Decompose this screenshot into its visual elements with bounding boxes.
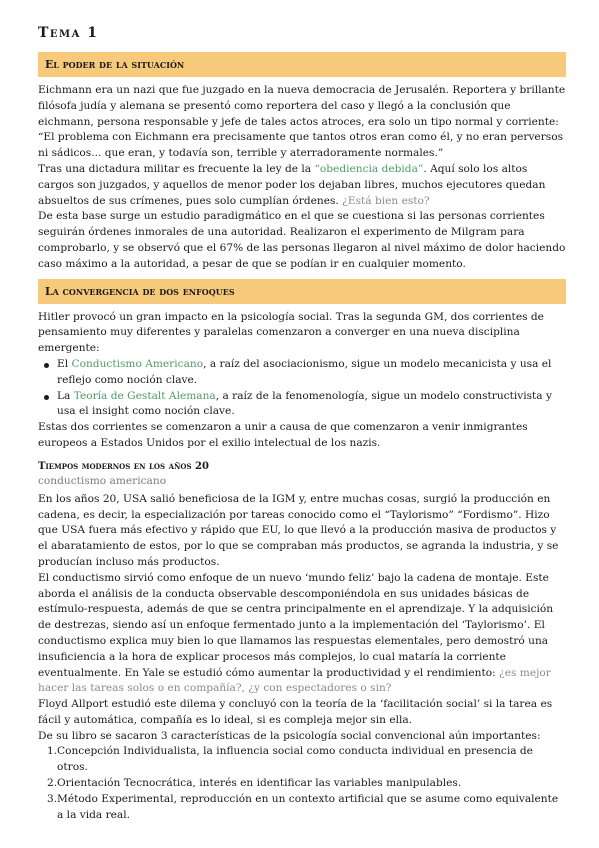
document-page — [38, 24, 566, 823]
text-run: . Aquí solo los altos cargos son juzgados, y aquellos de menor poder los dejaban libres, muchos ejecutores quedan absueltos de sus crímenes, pues solo cumplían órdenes. — [38, 162, 546, 207]
paragraph: Estas dos corrientes se comenzaron a unir a causa de que comenzaron a venir inmigrantes europeos a Estados Unidos por el exilio intelectual de los nazis. — [38, 421, 528, 449]
subsection-subtitle: conductismo americano — [38, 474, 167, 487]
text-run: , a raíz de la fenomenología, sigue un modelo constructivista y usa el insight como noción clave. — [57, 389, 552, 418]
list-item — [38, 357, 566, 389]
paragraph: De su libro se sacaron 3 características de la psicología social convencional aún importantes: — [38, 729, 541, 742]
list-item — [38, 792, 566, 824]
bullet-list — [38, 357, 566, 420]
section-heading-1: El poder de la situación — [38, 52, 566, 77]
list-number: 2. — [47, 777, 58, 790]
text-run: La — [57, 389, 74, 402]
list-item — [38, 389, 566, 421]
highlight-term: Conductismo Americano — [71, 357, 204, 370]
list-item — [38, 776, 566, 792]
paragraph — [38, 571, 566, 697]
paragraph: Eichmann era un nazi que fue juzgado en la nueva democracia de Jerusalén. Reportera y brillante filósofa judía y alemana se presentó como reportera del caso y llegó a la conclusión que eichmann, persona responsable y jefe de tales actos atroces, era solo un tipo normal y corriente: “El problema con Eichmann era precisamente que tantos otros eran como él, y no eran perversos ni sádicos... que eran, y todavía son, terrible y aterradoramente normales.” — [38, 84, 566, 160]
paragraph: Floyd Allport estudió este dilema y concluyó con la teoría de la ‘facilitación social’ si la tarea es fácil y automática, compañía es lo ideal, si es compleja mejor sin ella. — [38, 698, 553, 726]
question-text: ¿es mejor hacer las tareas solos o en compañía?, ¿y con espectadores o sin? — [38, 666, 551, 695]
question-text: ¿Está bien esto? — [342, 194, 430, 207]
numbered-list — [38, 744, 566, 823]
text-run: Método Experimental, reproducción en un contexto artificial que se asume como equivalente a la vida real. — [57, 792, 559, 821]
text-run: Orientación Tecnocrática, interés en identificar las variables manipulables. — [57, 777, 462, 790]
highlight-term: “obediencia debida” — [314, 162, 424, 175]
highlight-term: Teoría de Gestalt Alemana — [73, 389, 216, 402]
text-run: Tras una dictadura militar es frecuente la ley de la — [38, 162, 315, 175]
text-run: El conductismo sirvió como enfoque de un nuevo ‘mundo feliz’ bajo la cadena de montaje. Este aborda el análisis de la conducta observable descomponiéndola en sus unidades básicas de estímulo-respuesta, además de que se centra principalmente en el aprendizaje. Y la adquisición de destrezas, siendo así un enfoque fermentado junto a la implementación del ‘Taylorismo’. El conductismo explica muy bien lo que llamamos las respuestas elementales, pero demostró una insuficiencia a la hora de explicar procesos más complejos, lo cual mataría la corriente eventualmente. En Yale se estudió cómo aumentar la productividad y el rendimiento: — [38, 571, 554, 679]
text-run: Concepción Individualista, la influencia social como conducta individual en presencia de otros. — [57, 745, 533, 774]
paragraph — [38, 162, 566, 209]
list-number: 1. — [47, 745, 58, 758]
subsection-heading: Tiempos modernos en los años 20 — [38, 460, 209, 472]
text-run: El — [57, 357, 72, 370]
section-heading-2: La convergencia de dos enfoques — [38, 279, 566, 304]
paragraph: En los años 20, USA salió beneficiosa de la IGM y, entre muchas cosas, surgió la producción en cadena, es decir, la especialización por tareas conocido como el “Taylorismo” “Fordismo”. Hizo que USA fuera más efectivo y rápido que EU, lo que llevó a la producción masiva de productos y el abaratamiento de estos, por lo que se compraban más productos, se agranda la industria, y se producían incluso más productos. — [38, 492, 559, 568]
paragraph: Hitler provocó un gran impacto en la psicología social. Tras la segunda GM, dos corrientes de pensamiento muy diferentes y paralelas comenzaron a converger en una nueva disciplina emergente: — [38, 310, 544, 355]
paragraph: De esta base surge un estudio paradigmático en el que se cuestiona si las personas corrientes seguirán órdenes inmorales de una autoridad. Realizaron el experimento de Milgram para comprobarlo, y se observó que el 67% de las personas llegaron al nivel máximo de dolor haciendo caso máximo a la autoridad, a pesar de que se podían ir en cualquier momento. — [38, 210, 566, 270]
chapter-title: Tema 1 — [38, 25, 99, 41]
list-number: 3. — [47, 792, 58, 805]
text-run: , a raíz del asociacionismo, sigue un modelo mecanicista y usa el reflejo como noción clave. — [57, 357, 552, 386]
list-item — [38, 744, 566, 776]
